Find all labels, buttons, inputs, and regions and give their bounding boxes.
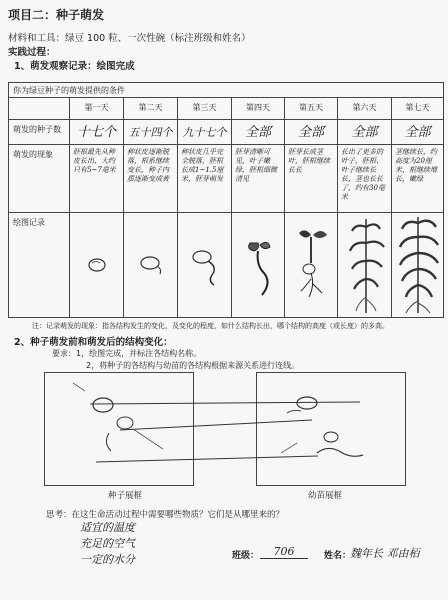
thinking-question: 思考：在这生命活动过程中需要哪些物质？它们是从哪里来的？ [46, 510, 285, 520]
requirement-1: 要求：1，绘图完成，并标注各结构名称。 [52, 349, 202, 358]
day-2-header: 第二天 [123, 98, 177, 119]
drawing-label: 绘图记录 [13, 218, 45, 227]
answer-1: 适宜的温度 [80, 521, 135, 534]
phenomenon-day-4: 胚芽清晰可见，叶子嫩绿，胚根细微清见 [231, 145, 284, 212]
structure-heading: 2、种子萌发前和萌发后的结构变化： [14, 337, 173, 348]
day-5-header: 第五天 [284, 98, 337, 119]
count-day-3: 九十七个 [177, 120, 231, 144]
materials-line: 材料和工具：绿豆 100 粒、一次性碗（标注班级和姓名） [8, 33, 251, 44]
phenomenon-day-6: 长出了更多的叶子，胚根、叶子继续长长，茎也长长了，约有30毫米 [337, 145, 391, 212]
day-4-header: 第四天 [231, 98, 284, 119]
phenomenon-day-5: 胚芽长成茎叶，胚根继续长长 [284, 145, 337, 212]
count-day-4: 全部 [231, 120, 284, 144]
count-day-6: 全部 [337, 120, 391, 144]
seed-box-caption: 种子展框 [108, 491, 143, 501]
requirement-2: 2，将种子的各结构与幼苗的各结构根据来源关系进行连线。 [86, 361, 300, 370]
phenomenon-day-2: 种状皮逐渐脱落，根系继续变长，种子内质逐渐变成黄 [123, 145, 177, 212]
name-label: 姓名： [324, 551, 352, 561]
thinking-answers [80, 520, 135, 568]
phenomenon-day-7: 茎继续长，约高度为20厘米，根继续增长，嫩绿 [391, 145, 443, 212]
seedling-box-caption: 幼苗展框 [308, 491, 343, 501]
class-label: 班级： [232, 551, 260, 561]
count-day-2: 五十四个 [123, 120, 177, 144]
record-note: 注：记录萌发的现象：指各结构发生的变化，及变化的程度，如什么结构长出，哪个结构的高度（或长度）的多高。 [32, 322, 389, 330]
phenomenon-day-3: 种状皮几乎完全脱落，胚根长成1~1.5厘米，胚芽萌发 [177, 145, 231, 212]
day-1-header: 第一天 [69, 98, 123, 119]
answer-2: 充足的空气 [80, 537, 135, 550]
phenomenon-day-1: 胚根最先从种皮长出，大约只有5~7毫米 [69, 145, 123, 212]
count-day-1: 十七个 [69, 120, 123, 144]
process-heading: 实践过程： [8, 47, 56, 58]
day-6-header: 第六天 [337, 98, 391, 119]
name-value: 魏年长 邓由栢 [350, 547, 420, 560]
day-3-header: 第三天 [177, 98, 231, 119]
seed-count-label: 萌发的种子数 [13, 125, 61, 134]
count-day-7: 全部 [391, 120, 443, 144]
project-title: 项目二：种子萌发 [8, 8, 105, 22]
count-day-5: 全部 [284, 120, 337, 144]
class-value: 706 [260, 545, 308, 559]
answer-3: 一定的水分 [80, 553, 135, 566]
day-7-header: 第七天 [391, 98, 443, 119]
observation-heading: 1、萌发观察记录：绘图完成 [14, 61, 135, 72]
phenomenon-label: 萌发的现象 [13, 150, 53, 159]
condition-row: 你为绿豆种子的萌发提供的条件 [9, 83, 443, 98]
